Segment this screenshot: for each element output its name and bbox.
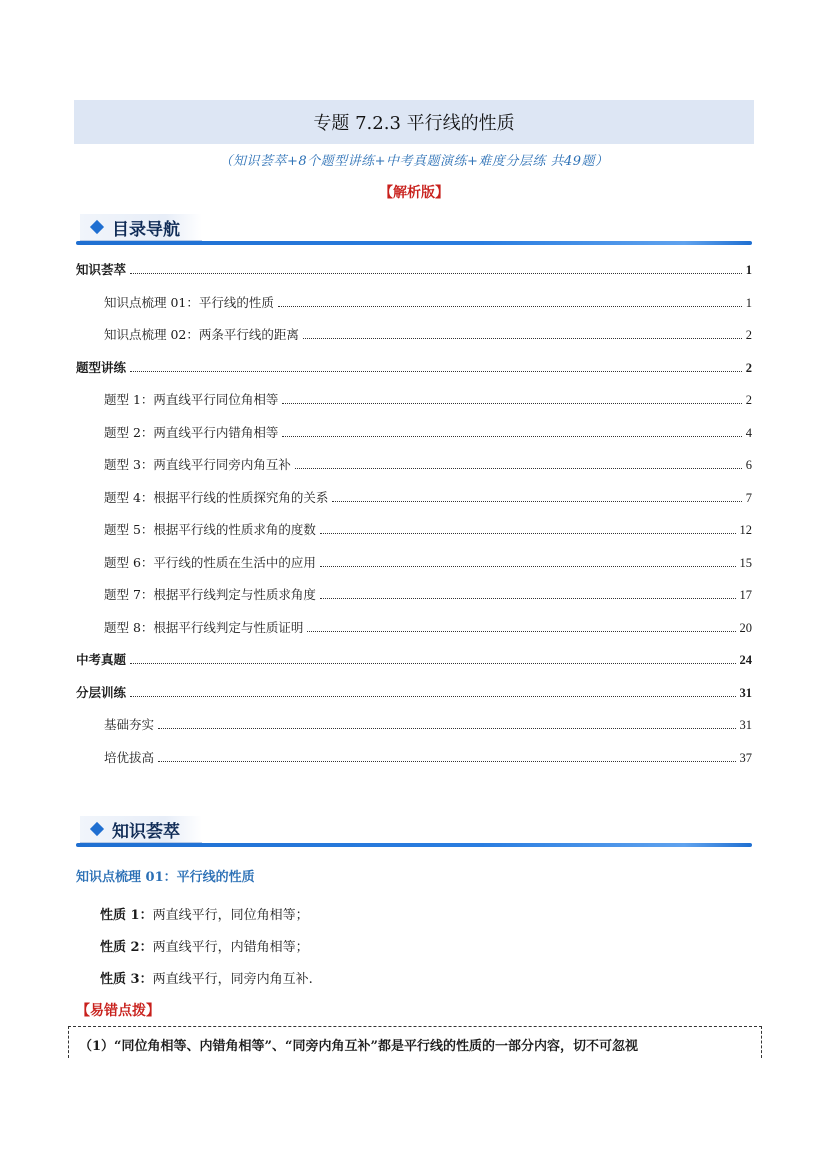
toc-page-number: 2 <box>745 360 752 375</box>
toc-entry-label: 题型 5：根据平行线的性质求角的度数 <box>104 522 316 537</box>
section-rule <box>76 843 752 847</box>
toc-entry[interactable] <box>76 419 752 441</box>
edition-label: 【解析版】 <box>379 185 449 201</box>
toc-entry[interactable] <box>76 289 752 311</box>
toc-entry-label: 知识荟萃 <box>76 262 127 277</box>
toc-page-number: 20 <box>739 620 752 635</box>
toc-page-number: 6 <box>745 458 752 472</box>
toc-entry-label: 题型 7：根据平行线判定与性质求角度 <box>104 587 316 602</box>
property-line <box>100 968 313 987</box>
toc-section-entry[interactable] <box>76 256 752 278</box>
section-rule <box>76 241 752 245</box>
toc-leader-dots <box>320 565 736 567</box>
toc-leader-dots <box>130 370 742 372</box>
property-name: 性质 2： <box>100 940 153 955</box>
knowledge-heading: 知识荟萃 <box>112 821 180 842</box>
warning-box <box>68 1026 762 1058</box>
toc-entry-label: 中考真题 <box>76 652 127 667</box>
toc-entry-label: 基础夯实 <box>104 717 155 732</box>
toc-heading: 目录导航 <box>112 219 180 240</box>
knowledge-point-title: 知识点梳理 01：平行线的性质 <box>76 870 255 885</box>
toc-entry[interactable] <box>76 549 752 571</box>
property-name: 性质 3： <box>100 972 153 987</box>
toc-entry[interactable] <box>76 744 752 766</box>
property-line <box>100 904 309 923</box>
toc-entry-label: 题型 8：根据平行线判定与性质证明 <box>104 619 304 635</box>
toc-leader-dots <box>282 402 741 404</box>
property-text: 两直线平行，同位角相等； <box>152 908 309 923</box>
toc-leader-dots <box>130 272 742 274</box>
toc-leader-dots <box>295 467 742 469</box>
toc-leader-dots <box>130 662 735 664</box>
toc-page-number: 15 <box>739 555 752 570</box>
property-name: 性质 1： <box>100 908 153 923</box>
toc-entry-label: 知识点梳理 02：两条平行线的距离 <box>104 327 299 342</box>
toc-page-number: 12 <box>739 523 752 537</box>
toc-entry-label: 知识点梳理 01：平行线的性质 <box>104 294 274 310</box>
toc-entry[interactable] <box>76 321 752 343</box>
toc-leader-dots <box>278 305 742 307</box>
toc-leader-dots <box>320 597 736 599</box>
toc-section-entry[interactable] <box>76 354 752 376</box>
toc-entry[interactable] <box>76 581 752 603</box>
toc-page-number: 31 <box>739 685 752 700</box>
toc-page-number: 24 <box>739 653 752 667</box>
document-title: 专题 7.2.3 平行线的性质 <box>74 100 754 144</box>
toc-entry-label: 题型 1：两直线平行同位角相等 <box>104 392 279 407</box>
warning-title: 【易错点拨】 <box>76 1003 160 1019</box>
toc-entry[interactable] <box>76 386 752 408</box>
toc-page-number: 1 <box>745 295 752 310</box>
toc-leader-dots <box>320 532 736 534</box>
toc-section-entry[interactable] <box>76 679 752 701</box>
diamond-icon <box>90 220 104 234</box>
toc-leader-dots <box>307 630 735 632</box>
toc-entry[interactable] <box>76 614 752 636</box>
toc-entry-label: 分层训练 <box>76 684 127 700</box>
toc-section-entry[interactable] <box>76 646 752 668</box>
toc-page-number: 31 <box>739 718 752 732</box>
toc-leader-dots <box>332 500 741 502</box>
toc-page-number: 2 <box>745 393 752 407</box>
toc-page-number: 4 <box>745 425 752 440</box>
toc-leader-dots <box>130 695 735 697</box>
toc-entry-label: 题型 4：根据平行线的性质探究角的关系 <box>104 489 329 505</box>
toc-page-number: 1 <box>745 263 752 277</box>
toc-entry[interactable] <box>76 516 752 538</box>
toc-leader-dots <box>282 435 741 437</box>
property-text: 两直线平行，同旁内角互补. <box>152 972 313 987</box>
toc-section-header <box>76 214 752 244</box>
toc-page-number: 17 <box>739 588 752 602</box>
toc-entry-label: 题型 2：两直线平行内错角相等 <box>104 424 279 440</box>
toc-entry[interactable] <box>76 484 752 506</box>
document-subtitle: （知识荟萃+8个题型讲练+中考真题演练+难度分层练 共49题） <box>219 154 609 169</box>
toc-entry[interactable] <box>76 711 752 733</box>
knowledge-section-header <box>76 816 752 846</box>
warning-text: （1）“同位角相等、内错角相等”、“同旁内角互补”都是平行线的性质的一部分内容，切不可忽视 <box>79 1039 638 1054</box>
toc-page-number: 2 <box>745 328 752 342</box>
property-line <box>100 936 309 955</box>
toc-entry-label: 题型 3：两直线平行同旁内角互补 <box>104 457 291 472</box>
toc-leader-dots <box>303 337 742 339</box>
toc-page-number: 37 <box>739 750 752 765</box>
toc-entry-label: 题型讲练 <box>76 359 127 375</box>
toc-leader-dots <box>158 760 735 762</box>
toc-leader-dots <box>158 727 735 729</box>
diamond-icon <box>90 822 104 836</box>
toc-entry[interactable] <box>76 451 752 473</box>
property-text: 两直线平行，内错角相等； <box>152 940 309 955</box>
toc-entry-label: 培优拔高 <box>104 749 155 765</box>
toc-entry-label: 题型 6：平行线的性质在生活中的应用 <box>104 554 316 570</box>
toc-page-number: 7 <box>745 490 752 505</box>
